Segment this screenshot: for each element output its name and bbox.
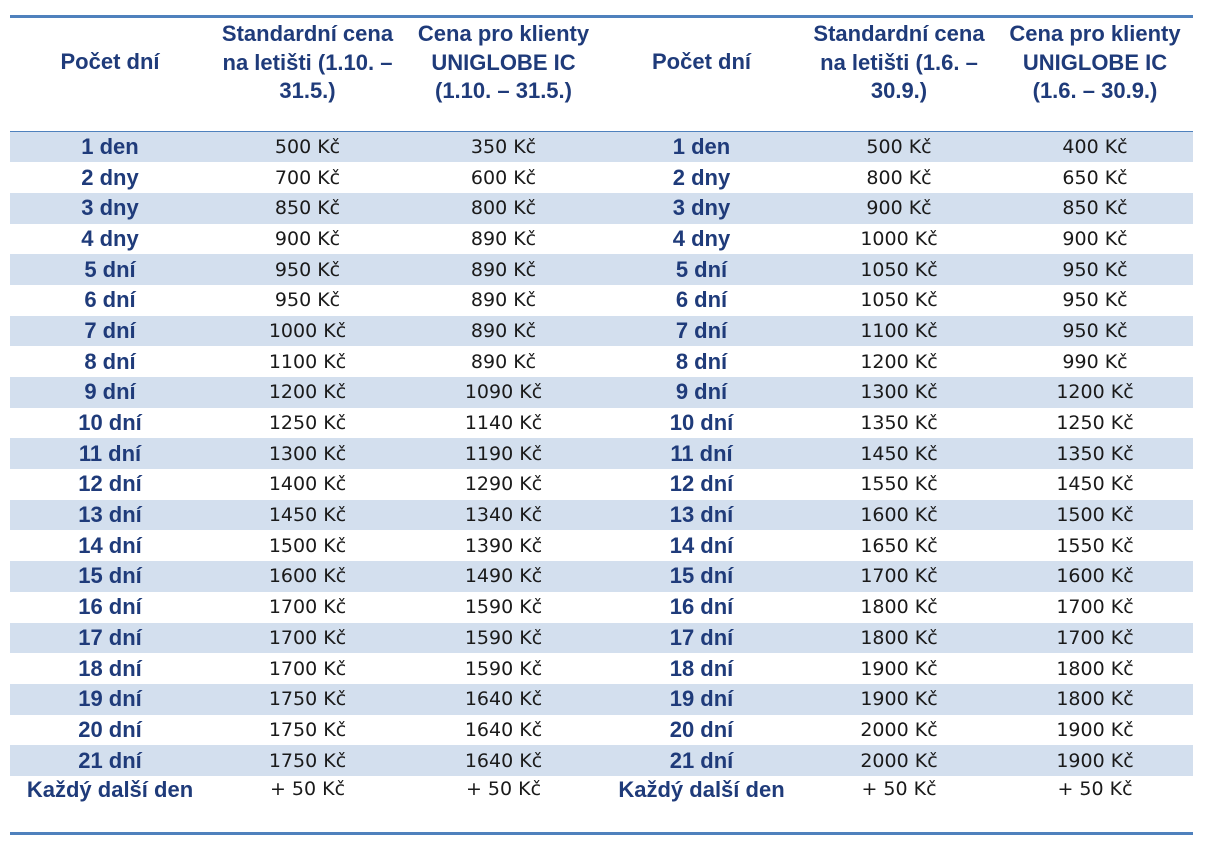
cell-standard-price-summer: 800 Kč [866, 166, 932, 189]
header-standard-price-summer: Standardní cena na letišti (1.6. – 30.9.) [801, 17, 997, 132]
cell-days-winter: 7 dní [84, 317, 136, 343]
cell-standard-price-winter: 1400 Kč [268, 473, 347, 496]
cell-client-price-winter: 890 Kč [470, 227, 537, 250]
cell-client-price-summer: + 50 Kč [1057, 777, 1133, 800]
cell-standard-price-summer: 1600 Kč [860, 504, 938, 527]
table-row [10, 162, 1193, 193]
cell-standard-price-summer: 1450 Kč [860, 442, 938, 465]
cell-days-winter: 8 dní [84, 348, 136, 374]
cell-days-summer: 1 den [672, 134, 731, 160]
cell-days-winter: 16 dní [78, 594, 142, 620]
cell-days-summer: 8 dní [675, 348, 728, 374]
cell-standard-price-winter: 1700 Kč [268, 596, 347, 619]
cell-standard-price-summer: 1900 Kč [860, 657, 938, 680]
cell-client-price-winter: 890 Kč [470, 350, 537, 373]
cell-standard-price-summer: 1800 Kč [860, 626, 938, 649]
parking-price-table [10, 15, 1193, 835]
cell-client-price-summer: 1200 Kč [1056, 381, 1134, 404]
cell-client-price-summer: 1600 Kč [1056, 565, 1134, 588]
cell-client-price-summer: 1800 Kč [1056, 657, 1134, 680]
cell-days-winter: 21 dní [78, 747, 142, 773]
cell-days-winter: 9 dní [84, 379, 136, 405]
cell-client-price-winter: 1090 Kč [464, 381, 543, 404]
cell-days-winter: 1 den [81, 134, 139, 160]
table-row [10, 623, 1193, 654]
table-row [10, 285, 1193, 316]
cell-client-price-summer: 1500 Kč [1056, 504, 1134, 527]
cell-days-winter: 14 dní [78, 532, 142, 558]
table-body [10, 132, 1193, 834]
cell-client-price-summer: 990 Kč [1062, 350, 1128, 373]
cell-standard-price-summer: 1550 Kč [860, 473, 938, 496]
cell-client-price-summer: 950 Kč [1062, 289, 1128, 312]
cell-days-winter: 4 dny [81, 225, 139, 251]
cell-standard-price-winter: 1750 Kč [268, 688, 347, 711]
table-row [10, 193, 1193, 224]
cell-days-summer: 20 dní [669, 716, 734, 742]
cell-client-price-winter: 600 Kč [470, 166, 537, 189]
cell-standard-price-winter: 1700 Kč [268, 626, 347, 649]
cell-standard-price-winter: 1200 Kč [268, 381, 347, 404]
cell-client-price-summer: 1800 Kč [1056, 688, 1134, 711]
cell-client-price-winter: 890 Kč [470, 289, 537, 312]
cell-days-winter: 20 dní [78, 716, 142, 742]
header-days-summer: Počet dní [602, 17, 801, 132]
cell-client-price-summer: 1350 Kč [1056, 442, 1134, 465]
cell-client-price-summer: 850 Kč [1062, 197, 1128, 220]
cell-client-price-winter: 1190 Kč [464, 442, 543, 465]
cell-days-summer: 10 dní [669, 410, 734, 436]
cell-client-price-winter: 1490 Kč [464, 565, 543, 588]
cell-client-price-winter: 1340 Kč [464, 504, 543, 527]
cell-client-price-winter: 1640 Kč [464, 688, 543, 711]
cell-client-price-winter: 1140 Kč [464, 412, 543, 435]
table-row [10, 377, 1193, 408]
cell-standard-price-winter: 1600 Kč [268, 565, 347, 588]
table-row [10, 500, 1193, 531]
cell-client-price-summer: 1550 Kč [1056, 534, 1134, 557]
cell-client-price-winter: 1390 Kč [464, 534, 543, 557]
cell-standard-price-summer: 2000 Kč [860, 749, 938, 772]
cell-standard-price-summer: + 50 Kč [861, 777, 937, 800]
header-client-price-winter: Cena pro klienty UNIGLOBE IC (1.10. – 31.5.) [405, 17, 602, 132]
cell-days-winter: 17 dní [78, 624, 142, 650]
cell-client-price-summer: 650 Kč [1062, 166, 1128, 189]
cell-client-price-winter: 890 Kč [470, 258, 537, 281]
table-row-each-extra-day [10, 776, 1193, 834]
cell-standard-price-winter: 1750 Kč [268, 749, 347, 772]
cell-standard-price-summer: 1050 Kč [860, 289, 938, 312]
cell-client-price-summer: 1900 Kč [1056, 718, 1134, 741]
cell-standard-price-winter: 1450 Kč [268, 504, 347, 527]
cell-days-winter: 6 dní [84, 287, 136, 313]
cell-standard-price-summer: 1100 Kč [860, 319, 938, 342]
cell-days-summer: 4 dny [672, 225, 731, 251]
cell-days-winter: 5 dní [84, 256, 136, 282]
table-row [10, 715, 1193, 746]
table-row [10, 653, 1193, 684]
cell-days-summer: 19 dní [669, 686, 734, 712]
cell-days-summer: 5 dní [675, 256, 728, 282]
table-row [10, 346, 1193, 377]
cell-standard-price-summer: 500 Kč [866, 136, 932, 159]
table-row [10, 530, 1193, 561]
header-client-price-summer: Cena pro klienty UNIGLOBE IC (1.6. – 30.9.) [997, 17, 1193, 132]
cell-client-price-winter: 350 Kč [470, 136, 537, 159]
cell-days-winter: 3 dny [81, 195, 139, 221]
table-row [10, 316, 1193, 347]
cell-standard-price-winter: 500 Kč [274, 136, 341, 159]
table-row [10, 684, 1193, 715]
cell-days-summer: 6 dní [675, 287, 728, 313]
cell-days-winter: 13 dní [78, 502, 142, 528]
cell-standard-price-summer: 1000 Kč [860, 227, 938, 250]
cell-days-winter: 2 dny [81, 164, 139, 190]
cell-standard-price-summer: 1200 Kč [860, 350, 938, 373]
cell-standard-price-summer: 1800 Kč [860, 596, 938, 619]
cell-days-summer: Každý další den [618, 776, 785, 802]
cell-days-summer: 9 dní [675, 379, 728, 405]
cell-days-summer: 13 dní [669, 502, 734, 528]
cell-client-price-summer: 1700 Kč [1056, 596, 1134, 619]
cell-standard-price-summer: 1900 Kč [860, 688, 938, 711]
cell-days-summer: 15 dní [669, 563, 734, 589]
cell-client-price-summer: 400 Kč [1062, 136, 1128, 159]
cell-days-summer: 14 dní [669, 532, 734, 558]
cell-standard-price-summer: 1650 Kč [860, 534, 938, 557]
cell-standard-price-winter: 850 Kč [274, 197, 341, 220]
cell-client-price-winter: 890 Kč [470, 319, 537, 342]
cell-standard-price-summer: 1700 Kč [860, 565, 938, 588]
table-row [10, 132, 1193, 163]
cell-client-price-winter: 1290 Kč [464, 473, 543, 496]
cell-client-price-winter: 1590 Kč [464, 596, 543, 619]
table-row [10, 224, 1193, 255]
cell-standard-price-winter: 1300 Kč [268, 442, 347, 465]
header-row [10, 17, 1193, 132]
cell-days-summer: 12 dní [669, 471, 734, 497]
cell-days-summer: 3 dny [672, 195, 731, 221]
cell-days-winter: 15 dní [78, 563, 142, 589]
cell-days-winter: 18 dní [78, 655, 142, 681]
cell-days-summer: 11 dní [670, 440, 733, 466]
cell-client-price-winter: 1590 Kč [464, 626, 543, 649]
table-row [10, 408, 1193, 439]
cell-standard-price-summer: 1350 Kč [860, 412, 938, 435]
cell-standard-price-winter: 700 Kč [274, 166, 341, 189]
cell-client-price-summer: 1250 Kč [1056, 412, 1134, 435]
table-row [10, 438, 1193, 469]
cell-client-price-summer: 900 Kč [1062, 227, 1128, 250]
table-row [10, 469, 1193, 500]
cell-standard-price-winter: 1000 Kč [268, 319, 347, 342]
cell-days-summer: 21 dní [669, 747, 734, 773]
table-header [10, 17, 1193, 132]
cell-client-price-winter: 1640 Kč [464, 718, 543, 741]
cell-standard-price-winter: 1750 Kč [268, 718, 347, 741]
cell-days-summer: 16 dní [669, 594, 734, 620]
cell-client-price-summer: 950 Kč [1062, 258, 1128, 281]
cell-days-winter: 11 dní [78, 440, 142, 466]
cell-days-winter: 12 dní [78, 471, 142, 497]
cell-standard-price-winter: 950 Kč [274, 258, 341, 281]
cell-standard-price-winter: 1250 Kč [268, 412, 347, 435]
cell-client-price-summer: 1900 Kč [1056, 749, 1134, 772]
header-standard-price-winter: Standardní cena na letišti (1.10. – 31.5.) [210, 17, 405, 132]
cell-standard-price-summer: 1050 Kč [860, 258, 938, 281]
cell-standard-price-summer: 1300 Kč [860, 381, 938, 404]
cell-standard-price-winter: 950 Kč [274, 289, 341, 312]
cell-client-price-winter: 800 Kč [470, 197, 537, 220]
cell-standard-price-summer: 900 Kč [866, 197, 932, 220]
table-row [10, 561, 1193, 592]
cell-client-price-summer: 950 Kč [1062, 319, 1128, 342]
cell-standard-price-winter: 900 Kč [274, 227, 341, 250]
cell-days-winter: Každý další den [26, 776, 194, 802]
cell-standard-price-winter: 1100 Kč [268, 350, 347, 373]
cell-standard-price-summer: 2000 Kč [860, 718, 938, 741]
cell-client-price-winter: 1640 Kč [464, 749, 543, 772]
header-days-winter: Počet dní [10, 17, 210, 132]
cell-client-price-winter: + 50 Kč [465, 777, 542, 800]
cell-days-summer: 2 dny [672, 164, 731, 190]
cell-days-summer: 7 dní [675, 317, 728, 343]
table-row [10, 745, 1193, 776]
table-row [10, 254, 1193, 285]
cell-standard-price-winter: + 50 Kč [269, 777, 346, 800]
cell-days-winter: 19 dní [78, 686, 142, 712]
cell-standard-price-winter: 1700 Kč [268, 657, 347, 680]
cell-days-winter: 10 dní [78, 410, 142, 436]
cell-days-summer: 17 dní [669, 624, 734, 650]
cell-standard-price-winter: 1500 Kč [268, 534, 347, 557]
cell-client-price-winter: 1590 Kč [464, 657, 543, 680]
cell-days-summer: 18 dní [669, 655, 734, 681]
table-row [10, 592, 1193, 623]
cell-client-price-summer: 1700 Kč [1056, 626, 1134, 649]
cell-client-price-summer: 1450 Kč [1056, 473, 1134, 496]
